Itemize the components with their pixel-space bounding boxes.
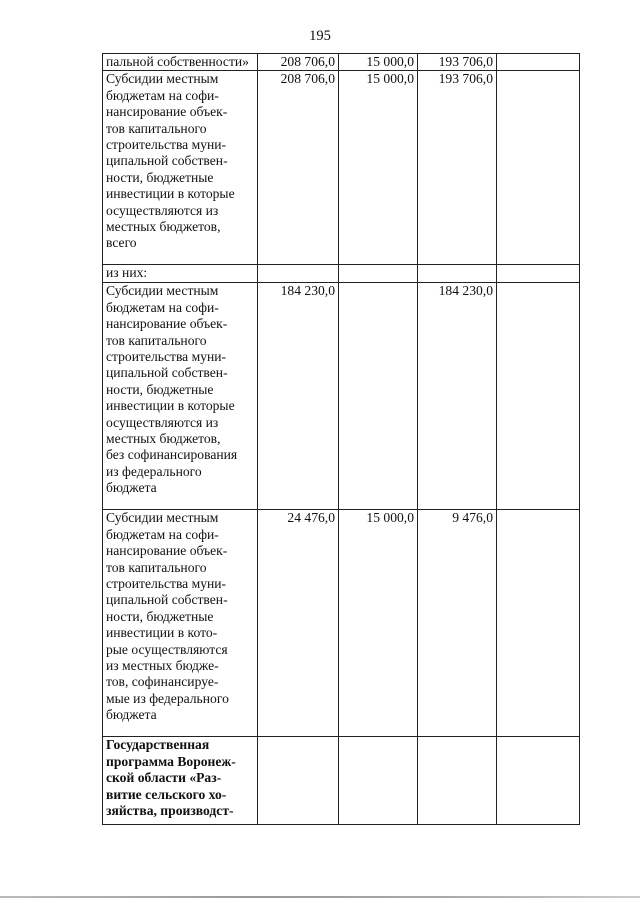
amount-cell-2: 15 000,0 [339, 54, 418, 71]
budget-table [102, 53, 580, 825]
row-label: из них: [103, 265, 258, 283]
table-row [103, 283, 580, 510]
page-number: 195 [309, 28, 331, 44]
amount-cell-1 [258, 265, 339, 283]
amount-cell-2 [339, 265, 418, 283]
amount-cell-2: 15 000,0 [339, 510, 418, 737]
row-label: Субсидии местным бюджетам на софи- нансирование объек- тов капитального строительства муни- ципальной собствен- ности, бюджетные инвестиции в кото- рые осуществляются из местных бюдже- тов, софинансируе- мые из федерального бюджета [103, 510, 258, 737]
amount-cell-2 [339, 737, 418, 825]
amount-cell-1 [258, 737, 339, 825]
empty-cell [497, 283, 580, 510]
table-row [103, 737, 580, 825]
scan-edge-line [0, 896, 640, 898]
budget-table-body [103, 54, 580, 825]
amount-cell-2 [339, 283, 418, 510]
amount-cell-1: 184 230,0 [258, 283, 339, 510]
row-label: пальной собственности» [103, 54, 258, 71]
empty-cell [497, 737, 580, 825]
amount-cell-3: 193 706,0 [418, 71, 497, 265]
amount-cell-1: 208 706,0 [258, 71, 339, 265]
amount-cell-3: 193 706,0 [418, 54, 497, 71]
empty-cell [497, 54, 580, 71]
amount-cell-1: 208 706,0 [258, 54, 339, 71]
table-row [103, 265, 580, 283]
row-label: Субсидии местным бюджетам на софи- нансирование объек- тов капитального строительства муни- ципальной собствен- ности, бюджетные инвестиции в которые осуществляются из местных бюджетов, без софинансирования из федерального бюджета [103, 283, 258, 510]
empty-cell [497, 510, 580, 737]
amount-cell-3: 9 476,0 [418, 510, 497, 737]
empty-cell [497, 265, 580, 283]
amount-cell-3 [418, 737, 497, 825]
table-row [103, 71, 580, 265]
amount-cell-2: 15 000,0 [339, 71, 418, 265]
table-row [103, 510, 580, 737]
amount-cell-1: 24 476,0 [258, 510, 339, 737]
row-label: Государственная программа Воронеж- ской области «Раз- витие сельского хо- зяйства, производст- [103, 737, 258, 825]
amount-cell-3 [418, 265, 497, 283]
row-label: Субсидии местным бюджетам на софи- нансирование объек- тов капитального строительства муни- ципальной собствен- ности, бюджетные инвестиции в которые осуществляются из местных бюджетов, всего [103, 71, 258, 265]
empty-cell [497, 71, 580, 265]
table-row [103, 54, 580, 71]
amount-cell-3: 184 230,0 [418, 283, 497, 510]
